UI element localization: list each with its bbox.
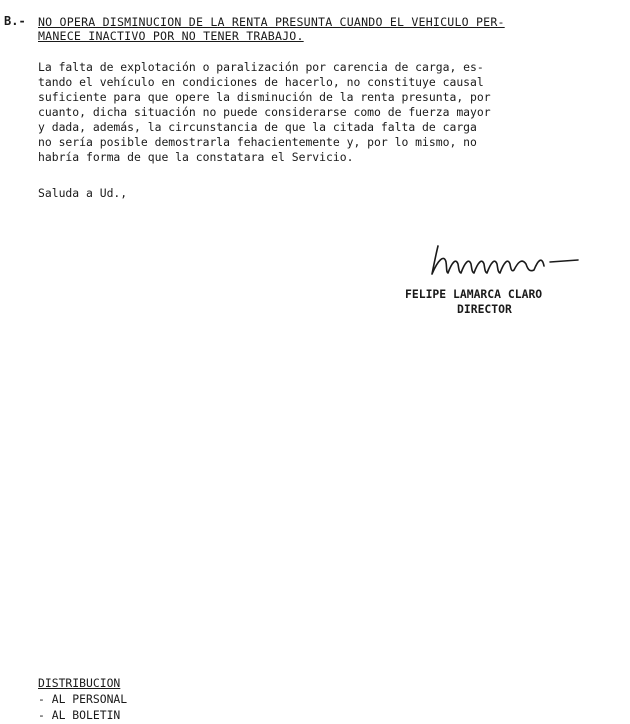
- paragraph-line: La falta de explotación o paralización por carencia de carga, es-: [38, 60, 484, 74]
- distribution-title: DISTRIBUCION: [38, 676, 121, 690]
- signature-stroke: [432, 246, 578, 274]
- distribution-block: [38, 675, 127, 723]
- paragraph-line: suficiente para que opere la disminución de la renta presunta, por: [38, 90, 491, 104]
- distribution-item: - AL PERSONAL: [38, 692, 128, 706]
- body-paragraph: [38, 60, 618, 165]
- distribution-item: - AL BOLETIN: [38, 708, 121, 722]
- paragraph-line: habría forma de que la constatara el Servicio.: [38, 150, 354, 164]
- paragraph-line: no sería posible demostrarla fehacientemente y, por lo mismo, no: [38, 135, 477, 149]
- paragraph-line: tando el vehículo en condiciones de hacerlo, no constituye causal: [38, 75, 484, 89]
- paragraph-line: y dada, además, la circunstancia de que la citada falta de carga: [38, 120, 477, 134]
- handwritten-signature: [426, 240, 586, 280]
- section-heading-line-2: MANECE INACTIVO POR NO TENER TRABAJO.: [38, 29, 304, 43]
- paragraph-line: cuanto, dicha situación no puede considerarse como de fuerza mayor: [38, 105, 491, 119]
- signer-name: FELIPE LAMARCA CLARO: [405, 287, 543, 301]
- section-heading-line-1: NO OPERA DISMINUCION DE LA RENTA PRESUNTA CUANDO EL VEHICULO PER-: [38, 15, 505, 29]
- signer-title: DIRECTOR: [457, 302, 512, 316]
- section-label: B.-: [4, 14, 26, 28]
- greeting: Saluda a Ud.,: [38, 186, 128, 200]
